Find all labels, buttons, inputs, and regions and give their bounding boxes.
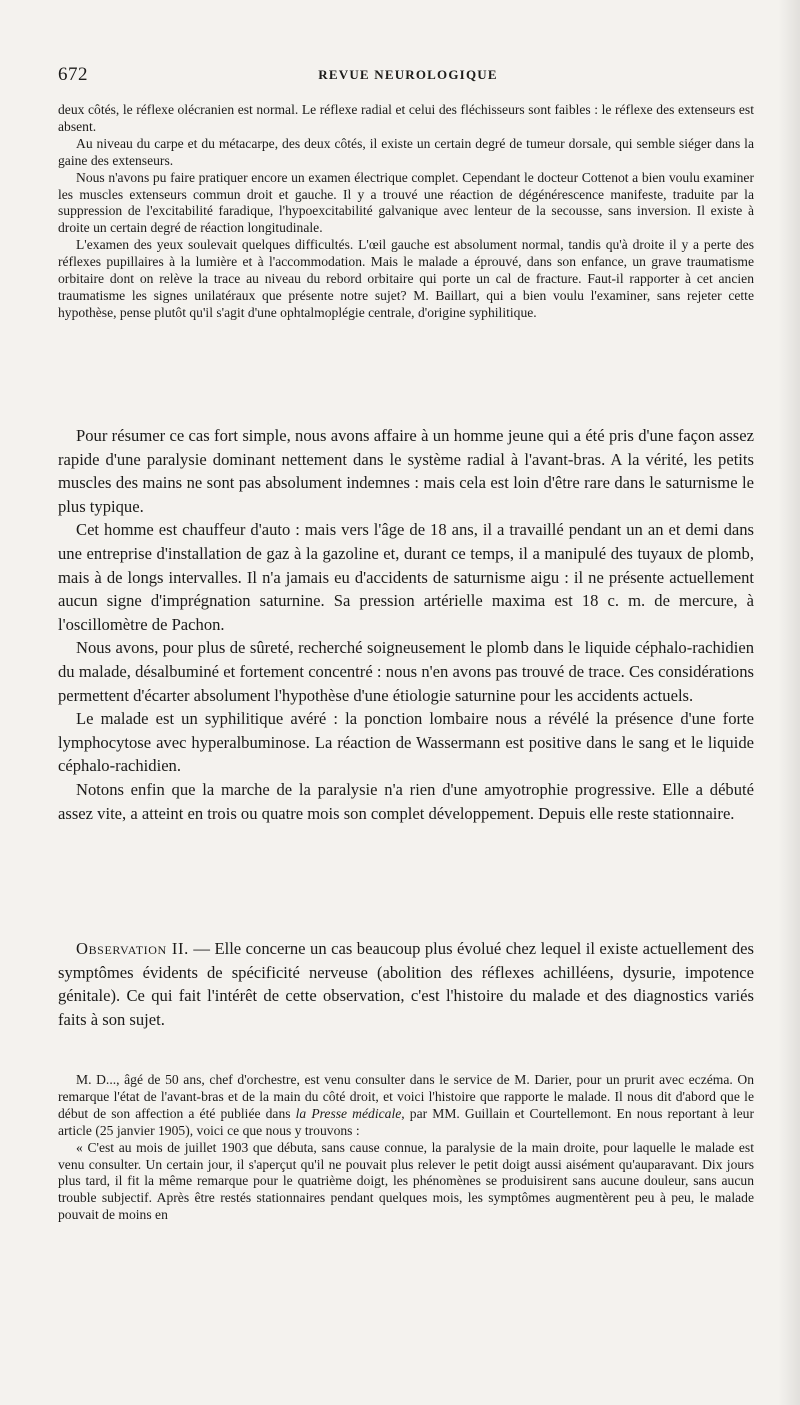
paragraph-observation [58,937,754,1031]
page-number: 672 [58,64,88,85]
paragraph-quoted-history: « C'est au mois de juillet 1903 que débuta, sans cause connue, la paralysie de la main droite, pour laquelle le malade est venu consulter. Un certain jour, il s'aperçut qu'il ne pouvait plus relever le petit doigt aussi aisément qu'auparavant. Dix jours plus tard, il fit la même remarque pour le quatrième doigt, les phénomènes se produisirent sans aucune douleur, sans aucun trouble subjectif. Après être restés stationnaires pendant quelques mois, les symptômes augmentèrent peu à peu, le malade pouvait de moins en [58,1139,754,1223]
case-intro-text: M. D..., âgé de 50 ans, chef d'orchestre, est venu consulter dans le service de M. Darier, pour un prurit avec eczéma. On remarque l'état de l'avant-bras et de la main du côté droit, et voici l'histoire que rapporte le malade. Il nous dit d'abord que le début de son affection a été publiée dans [58,1072,754,1121]
paragraph-reflexes: deux côtés, le réflexe olécranien est normal. Le réflexe radial et celui des fléchisseurs sont faibles : le réflexe des extenseurs est absent. [58,102,754,134]
scan-edge-shadow [778,0,800,1405]
paragraph-occupation: Cet homme est chauffeur d'auto : mais vers l'âge de 18 ans, il a travaillé pendant un an et demi dans une entreprise d'installation de gaz à la gazoline et, durant ce temps, il a manipulé des tuyaux de plomb, mais à de longs intervalles. Il n'a jamais eu d'accidents de saturnisme aigu : il ne présente actuellement aucun signe d'imprégnation saturnine. Sa pression artérielle maxima est 18 c. m. de mercure, à l'oscillomètre de Pachon. [58,520,754,634]
paragraph-case-intro [58,1072,754,1140]
observation-section [58,937,754,1031]
paragraph-eye-exam: L'examen des yeux soulevait quelques difficultés. L'œil gauche est absolument normal, tandis qu'à droite il y a perte des réflexes pupillaires à la lumière et à l'accommodation. Mais le malade a éprouvé, dans son enfance, un grave traumatisme orbitaire dont on relève la trace au niveau du rebord orbitaire qui porte un cal de fracture. Faut-il rapporter à cet ancien traumatisme les signes unilatéraux que présente notre sujet? M. Baillart, qui a bien voulu l'examiner, sans rejeter cette hypothèse, pense plutôt qu'il s'agit d'une ophtalmoplégie centrale, d'origine syphilitique. [58,237,754,320]
journal-title: la Presse médicale [295,1105,402,1121]
paragraph-syphilis: Le malade est un syphilitique avéré : la ponction lombaire nous a révélé la présence d'une forte lymphocytose avec hyperalbuminose. La réaction de Wassermann est positive dans le sang et le liquide céphalo-rachidien. [58,709,754,776]
paragraph-lead-search: Nous avons, pour plus de sûreté, recherché soigneusement le plomb dans le liquide céphalo-rachidien du malade, désalbuminé et fortement concentré : nous n'en avons pas trouvé de trace. Ces considérations permettent d'écarter absolument l'hypothèse d'une étiologie saturnine pour les accidents actuels. [58,638,754,705]
paragraph-summary: Pour résumer ce cas fort simple, nous avons affaire à un homme jeune qui a été pris d'une façon assez rapide d'une paralysie dominant nettement dans le système radial à l'avant-bras. A la vérité, les petits muscles des mains ne sont pas absolument indemnes : mais cela est loin d'être rare dans le saturnisme le plus typique. [58,426,754,516]
summary-section [58,424,754,825]
page-header [58,64,758,90]
clinical-findings-section [58,102,754,322]
paragraph-progression: Notons enfin que la marche de la paralysie n'a rien d'une amyotrophie progressive. Elle a débuté assez vite, a atteint en trois ou quatre mois son complet développement. Depuis elle reste stationnaire. [58,779,754,823]
observation-heading: Observation II. [76,939,189,958]
running-title: REVUE NEUROLOGIQUE [318,67,498,82]
paragraph-electrical-exam: Nous n'avons pu faire pratiquer encore un examen électrique complet. Cependant le docteur Cottenot a bien voulu examiner les muscles extenseurs commun droit et gauche. Il y a trouvé une réaction de dégénérescence manifeste, traduite par la suppression de l'excitabilité faradique, l'hypoexcitabilité galvanique avec lenteur de la secousse, sans inversion. Il existe à droite un certain degré de réaction longitudinale. [58,169,754,236]
paragraph-carpal: Au niveau du carpe et du métacarpe, des deux côtés, il existe un certain degré de tumeur dorsale, qui semble siéger dans la gaine des extenseurs. [58,135,754,168]
observation-text: — Elle concerne un cas beaucoup plus évolué chez lequel il existe actuellement des symptômes évidents de spécificité nerveuse (abolition des réflexes achilléens, dysurie, impotence génitale). Ce qui fait l'intérêt de cette observation, c'est l'histoire du malade et des diagnostics variés faits à son sujet. [58,939,755,1029]
case-history-section [58,1072,754,1224]
case-intro-rest: , par MM. Guillain et Courtellemont. En nous reportant à leur article (25 janvier 1905), voici ce que nous y trouvons : [58,1105,754,1138]
